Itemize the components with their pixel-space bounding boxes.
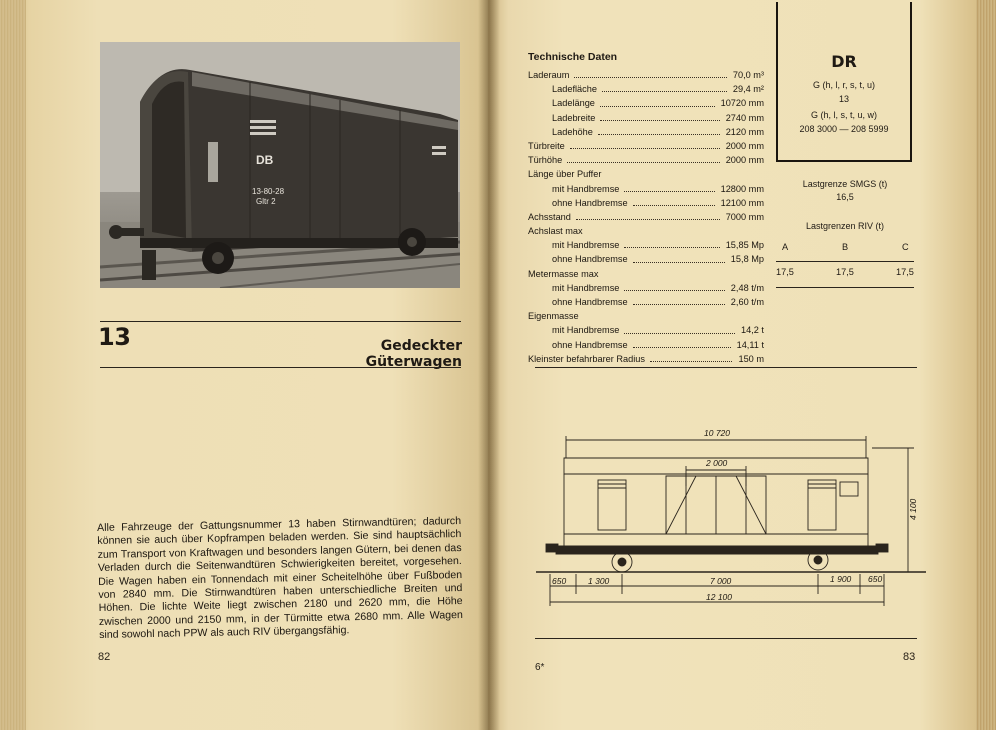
dim-total: 12 100 [706, 592, 732, 602]
left-page-edges [0, 0, 26, 730]
spec-label: ohne Handbremse [552, 197, 628, 208]
page-number-left: 82 [98, 651, 111, 663]
dim-wheelbase: 7 000 [710, 576, 732, 586]
spec-label: Achslast max [528, 226, 583, 237]
spec-row [528, 153, 764, 167]
dim-door: 2 000 [706, 458, 728, 468]
dr-line-3: G (h, l, s, t, u, w) [810, 110, 877, 120]
dr-line-4: 208 3000 — 208 5999 [799, 124, 889, 134]
dim-overhang-left: 650 [552, 576, 567, 586]
spec-leader-dots [600, 92, 715, 106]
body-paragraph: Alle Fahrzeuge der Gattungsnummer 13 haben Stirnwandtüren; dadurch können sie auch über Kopframpen beladen werden. Sie sind hauptsächlich zum Transport von Kraftwagen und besonders langen Gütern, bei denen das Verladen durch die Seitenwandtüren Schwierigkeiten bereitet, vorgesehen. Die Wagen haben ein Tonnendach mit einer Scheitelhöhe über Fußboden von 2840 mm. Die Stirnwandtüren haben unterschiedliche Breiten und Höhen. Die lichte Weite liegt zwischen 2180 und 2620 mm, die Höhe zwischen 2000 und 2150 mm, in der Türmitte etwa 2680 mm. Alle Wagen sind sowohl nach PPW als auch RIV übergangsfähig. [97, 515, 463, 642]
spec-leader-dots [633, 248, 725, 262]
spec-value: 14,11 t [736, 339, 764, 350]
right-rule-bottom [535, 638, 917, 639]
spec-value: 2000 mm [725, 155, 764, 166]
spec-leader-dots [574, 64, 726, 78]
dim-right: 1 900 [830, 574, 852, 584]
riv-label: Lastgrenzen RIV (t) [805, 221, 885, 231]
riv-value-a: 17,5 [776, 267, 794, 277]
spec-row [528, 352, 764, 366]
section-number: 13 [98, 323, 131, 351]
spec-leader-dots [624, 319, 735, 333]
section-rule-bottom [100, 367, 461, 368]
riv-header-a: A [782, 242, 789, 252]
dr-title: DR [831, 52, 857, 71]
spec-label: ohne Handbremse [552, 254, 628, 265]
right-rule-top [535, 367, 917, 368]
riv-header-b: B [842, 242, 849, 252]
spec-label: ohne Handbremse [552, 339, 628, 350]
spec-label: Ladebreite [552, 112, 596, 123]
photo-marking-class: Gltr 2 [256, 197, 276, 206]
spec-leader-dots [602, 78, 727, 92]
spec-row [528, 210, 764, 224]
smgs-value: 16,5 [836, 192, 854, 202]
spec-label: Ladelänge [552, 98, 595, 109]
smgs-label: Lastgrenze SMGS (t) [802, 179, 888, 189]
spec-value: 7000 mm [725, 211, 764, 222]
spec-value: 29,4 m² [732, 84, 764, 95]
spec-leader-dots [570, 135, 720, 149]
photo-marking-number: 13-80-28 [252, 187, 285, 196]
spec-value: 2740 mm [725, 112, 764, 123]
spec-label: mit Handbremse [552, 282, 620, 293]
spec-value: 12800 mm [720, 183, 764, 194]
spec-value: 10720 mm [720, 98, 764, 109]
spec-label: Ladehöhe [552, 126, 593, 137]
spec-value: 12100 mm [720, 197, 764, 208]
riv-value-b: 17,5 [836, 267, 854, 277]
spec-label: Türbreite [528, 140, 565, 151]
spec-label: Türhöhe [528, 155, 563, 166]
spec-leader-dots [600, 107, 719, 121]
spec-label: ohne Handbremse [552, 297, 628, 307]
spec-leader-dots [598, 121, 720, 135]
spec-label: Achsstand [528, 211, 571, 222]
spec-value: 15,85 Mp [725, 240, 764, 251]
spec-label: mit Handbremse [552, 183, 620, 194]
dr-line-1: G (h, l, r, s, t, u) [812, 80, 875, 90]
spec-row [528, 252, 764, 266]
spec-value: 2000 mm [725, 140, 764, 151]
spec-label: mit Handbremse [552, 240, 620, 251]
spec-leader-dots [633, 192, 715, 206]
photo-marking-railway: DB [256, 153, 274, 167]
spec-leader-dots [633, 291, 725, 305]
spec-label: Ladefläche [552, 84, 597, 95]
spec-leader-dots [650, 348, 733, 362]
right-page-edges [976, 0, 996, 730]
wagon-technical-drawing [536, 424, 926, 624]
spec-leader-dots [576, 206, 720, 220]
riv-value-c: 17,5 [896, 267, 914, 277]
spec-leader-dots [633, 334, 731, 348]
spec-row [528, 295, 764, 309]
spec-list [528, 68, 764, 366]
dim-overhang-right: 650 [868, 574, 883, 584]
spec-label: Eigenmasse [528, 311, 579, 322]
smgs-block [776, 178, 914, 204]
riv-separator-1 [776, 261, 914, 262]
riv-header-c: C [902, 242, 909, 252]
book-gutter [478, 0, 500, 730]
dim-top-length: 10 720 [704, 428, 730, 438]
spec-value: 2,48 t/m [730, 282, 764, 293]
dim-left: 1 300 [588, 576, 610, 586]
spec-value: 2120 mm [725, 126, 764, 137]
spec-leader-dots [624, 234, 719, 248]
spec-value: 2,60 t/m [730, 297, 764, 307]
dim-height: 4 100 [908, 498, 918, 520]
spec-label: Länge über Puffer [528, 169, 602, 180]
riv-separator-2 [776, 287, 914, 288]
page-number-right: 83 [903, 651, 916, 663]
spec-value: 14,2 t [741, 325, 764, 336]
spec-value: 150 m [738, 353, 764, 364]
spec-leader-dots [567, 149, 719, 163]
spec-value: 15,8 Mp [730, 254, 764, 265]
spec-leader-dots [624, 178, 714, 192]
section-rule-top [100, 321, 461, 322]
spec-label: Kleinster befahrbarer Radius [528, 353, 645, 364]
dr-line-2: 13 [838, 94, 849, 104]
wagon-photo [100, 42, 460, 288]
tech-data-title: Technische Daten [528, 51, 618, 63]
dr-classification-box [776, 2, 912, 162]
signature-mark: 6* [535, 662, 545, 673]
spec-leader-dots [624, 277, 724, 291]
section-title: Gedeckter Güterwagen [365, 338, 462, 370]
spec-label: Laderaum [528, 70, 570, 80]
spec-label: Metermasse max [528, 268, 599, 279]
spec-value: 70,0 m³ [732, 70, 764, 80]
spec-label: mit Handbremse [552, 325, 620, 336]
